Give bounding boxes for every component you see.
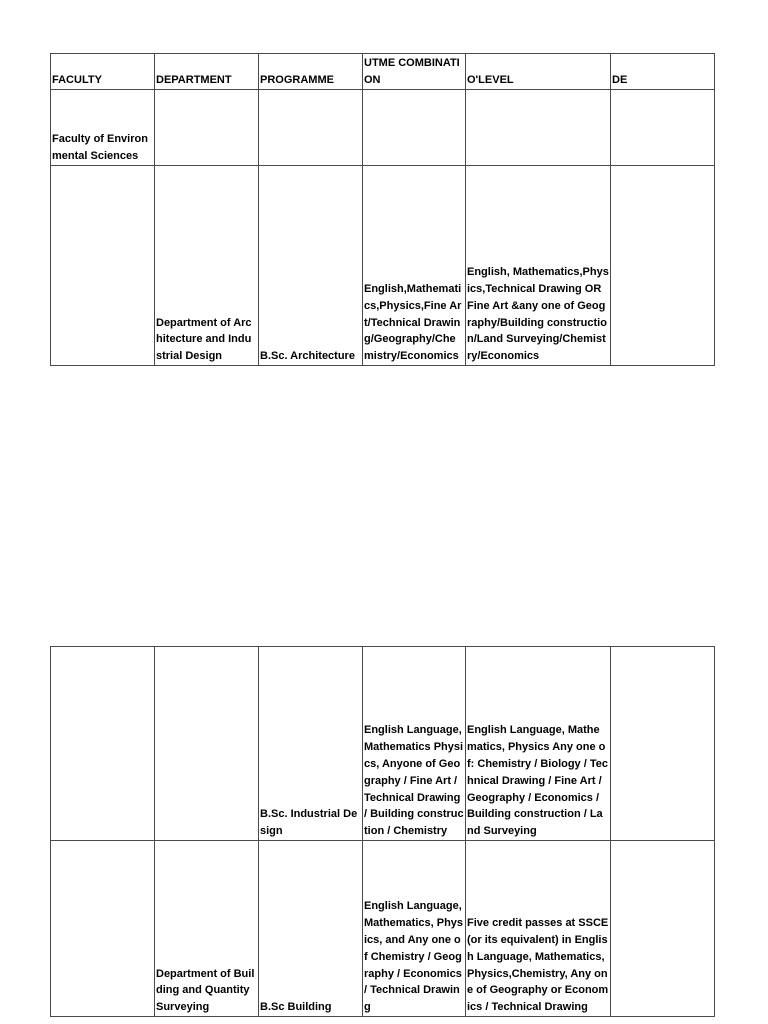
empty-cell [155, 90, 259, 166]
empty-cell [466, 90, 611, 166]
table-row-building [51, 841, 715, 1017]
olevel-cell: Five credit passes at SSCE (or its equivalent) in English Language, Mathematics, Physics,Chemistry, Any one of Geography or Economics / Technical Drawing [466, 841, 611, 1017]
utme-combination-cell: English Language, Mathematics, Physics, and Any one of Chemistry / Geography / Economics / Technical Drawing [363, 841, 466, 1017]
table-row-industrial-design [51, 647, 715, 841]
header-faculty: FACULTY [51, 54, 155, 90]
header-de: DE [611, 54, 715, 90]
header-row [51, 54, 715, 90]
programme-cell: B.Sc Building [259, 841, 363, 1017]
faculty-row [51, 90, 715, 166]
header-department: DEPARTMENT [155, 54, 259, 90]
empty-cell [611, 90, 715, 166]
faculty-cell [51, 166, 155, 366]
header-olevel: O'LEVEL [466, 54, 611, 90]
department-cell: Department of Building and Quantity Surveying [155, 841, 259, 1017]
utme-combination-cell: English,Mathematics,Physics,Fine Art/Technical Drawing/Geography/Chemistry/Economics [363, 166, 466, 366]
programme-cell: B.Sc. Industrial Design [259, 647, 363, 841]
empty-cell [259, 90, 363, 166]
de-cell [611, 166, 715, 366]
department-cell [155, 647, 259, 841]
faculty-cell [51, 647, 155, 841]
programme-cell: B.Sc. Architecture [259, 166, 363, 366]
faculty-name-cell: Faculty of Environmental Sciences [51, 90, 155, 166]
utme-combination-cell: English Language, Mathematics Physics, Anyone of Geography / Fine Art / Technical Drawing / Building construction / Chemistry [363, 647, 466, 841]
admission-requirements-table-page1 [50, 53, 715, 366]
empty-cell [363, 90, 466, 166]
header-programme: PROGRAMME [259, 54, 363, 90]
olevel-cell: English Language, Mathematics, Physics Any one of: Chemistry / Biology / Technical Drawing / Fine Art / Geography / Economics / Building construction / Land Surveying [466, 647, 611, 841]
table-row-architecture [51, 166, 715, 366]
admission-requirements-table-page2 [50, 646, 715, 1017]
department-cell: Department of Architecture and Industrial Design [155, 166, 259, 366]
header-utme-combination: UTME COMBINATION [363, 54, 466, 90]
de-cell [611, 841, 715, 1017]
de-cell [611, 647, 715, 841]
faculty-cell [51, 841, 155, 1017]
olevel-cell: English, Mathematics,Physics,Technical Drawing OR Fine Art &any one of Geography/Building construction/Land Surveying/Chemistry/Economics [466, 166, 611, 366]
